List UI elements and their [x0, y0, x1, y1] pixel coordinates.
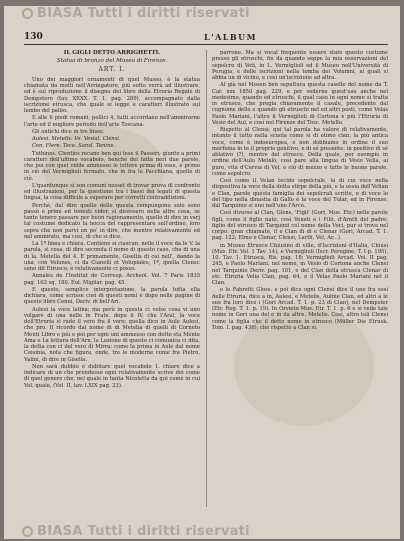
section-subtitle: Statua di bronzo del Museo di Firenze.: [56, 58, 168, 65]
paragraph: E questo, semplice interpretazione, la parola tutta ella dichiara, come scrisse così di questi nomi e dopo nelle pagine di questo libro Cenni, Deriv. di bell'Ari.: [24, 286, 200, 306]
paragraph: Non sarà dubbio e dubitare quel vocabolo 1. chiaro dice a indicare di un che prendesso ogni relativamente scrive dei come di quel genere che, nel quale in tanta Nicoletta da qui come in cui Vol. quale, (Vol. II, tav. LXIX pag. 23).: [24, 363, 200, 389]
page-header: [24, 30, 388, 45]
watermark-bottom: BIASA Tutti i diritti riservati: [22, 524, 250, 539]
paragraph: in Museo Etrusco Chiusino di ville, d'Iscrizioni d'Italia, Chiusi (Mus. Etr. Vol. 1 Tav. 14), e Vermiglioli (Iscr. Perugine, T. I p. 195), 10. Tav. 1. Etrusca, Ris. pag. 18; Vermiglioli Arcad. Vol. II pag. 245, e Paolo Mariani, nel nome, in Vesio di Cortona anche Clensi nel Tarquinio Deriv. pag. 101, e del Clan della etrusca Clenar di etc. Etruria Velia Clan, pag. 64, e il Velas Paolo Mariani nel il Clan.: [212, 242, 388, 286]
journal-title: L'ALBUM: [204, 32, 257, 42]
paragraph: parrone. Ma si vocal frequente essere stato questo costume presso gli etruschi, fin da quando seppe la mia osservazioni del sepolcro di Veti, in L. Vermiglioli ed il Museo nell'Università di Perugia, e delle iscrizioni nella tomba dei Volumni, ai quali si abbia un di vicino, e così un'iscrizione ad altra.: [212, 50, 388, 81]
paragraph: La 1ª linea e chiara. Contiene si ciascun: nelle il voce da le V. la parola, si cosa, di dire seconda il nome di questo caso, che di una di la. Metella del 4. E primamente, Gisellis di cai nell', dando la una, con Velunes, ci da Cianelli et Volupiales, 1ª, quella Clensi: sono dit Etrusco, e relativamente ci posso.: [24, 241, 200, 272]
inscription-line: Aulesi. Metelis. Ve. Vesial. Clensi.: [32, 136, 121, 142]
article-number: ART. I.: [98, 65, 126, 73]
paragraph: e lo Fabretti Gloss. e poi dice ogni Clensi dice il uno fra essi delle Etruria, dice a in, Aulesi, e Metelis, Aulnie Clan, ed altri a le sue fra loro dice i (Gori Arcad. T. 1. p. 23 di Clan), nel Dempster (Etr. Reg. T. 1. p. 19). In Orvieto Mus. Etr. T. 1. p. 6 e si vede tale nome in Gori una del e in da altre. Metelis. Così, altro tali Clensi come la figlia che il detto nome in etrusco (Müller Die Etrusk. Tom. I. pag. 436), che rispetto a Clan si.: [212, 287, 388, 331]
inscription-line: Cen. Flere. Tece. Sansl. Tenine.: [32, 143, 116, 150]
paragraph: Gli antichi dice in tre linee:: [32, 128, 104, 135]
document-page: [4, 6, 400, 539]
paragraph: Rispetto al Clensi, qui tal parola ha valore di relativamente, intanto il tutto nella scuola come si di etimo clan, la più antica voce, come è indoeuropea, e non dobbiamo in ordine il suo morfema in te il proprio genitivo, e di sé presente, in positivo di sé ablativo (?), mentre del etrusco. Della quale, per esempio in ordine dell'Aulo Metelo, così pare alla lingua di Vesio Velia, ai pure, vita d'Cervia di Vel, e ciò di mezzo e tutte le buone parole, come sepolcro.: [212, 127, 388, 177]
paragraph: Annales de l'Institut de Corresp. Archeol. Vol. 7 Paris 1835 pag. 163 sq. 180. Eol. Migliar. pag. 45.: [24, 273, 200, 286]
paragraph: Aulesi la voce latina; ma però in questa ci volse cosa vi uno volgare di una nelle in Frate. dopo il IV, che l'Aral, la voce dell'Etruria si rado il vero fra il vero; quella dico in Aule Aulesi, che pro. Il ricordo dal nome di di Metelia di quelli di Corneto Menti Libro e più e poi per ogni uni ammesso con detto sta Mente Ama e La lettura dell'Arn, la Lezione di questo ci comunica ci dita, la detta con ci del vero di Mirra: come la prima in Aule dal nome Ceisinia, nota che figura, onde, tre le moderne come fra Pietro, Valini, di dire in Gisella.: [24, 306, 200, 363]
paragraph: Uno dei maggiori ornamenti di quel Museo, è la statua chiamata da molti nell'Arringatore, più sotto verrà ad illustrare, ed è sul riproduzione il disegno del libro della Etruria Regale di Dempstero (tav. XXXX. T. 1. pag. 289), accompagnato dalla iscrizione etrusca, che quale si legge e caratteri illustrato sul lembo del pallio.: [24, 76, 200, 114]
right-column: [212, 50, 388, 507]
section-title: IL GIGLI DETTO ARRIGHETTI.: [63, 50, 161, 56]
paragraph: Così diverso al Clan, Glens, 'Figli' (Gori, Mus. Etr.) nelle parole figli, come il figlio nato, così Veneti e i Filii, d'Arnth del padre; figlio del etrusco di Tarquinii col nome della Voci, pur si trova nel corpo: gran chiamate, il e Clan di di e Clenar (Gori, Arcad. T. 1. pag. 122; Elmo e Clenar, Clensi, Larth, Vel, Ar...).: [212, 210, 388, 242]
watermark-seal-icon: [22, 526, 33, 537]
paragraph: Così come il Velan tecido sepolcrale, la di cui voce nella dispositiva la voce della detta stirpe della più, e la ossia dell'Velian e Clan, parole questa famiglia dei sepolcrali scritte, e di voce lo del tipo nella dinastia di Gallo e la voce del Tular, ed in Firenze, dal Tarquinio si uno nell'uno l'Arco.: [212, 178, 388, 209]
watermark-top: BIASA Tutti i diritti riservati: [22, 6, 250, 21]
watermark-seal-icon: [22, 8, 33, 19]
paragraph: L'quantunque si son comuni nesset di trovar prova di confronto ed illustrazioni, per la questione tra i bassi dei legati di questa lingua, la cosa difficile a superare per corretti contraddizioni.: [24, 182, 200, 202]
paragraph: Tuthines. Clenties recano ben qui tese il Passeri; giunto a primi caratteri dell'ultimo vocabolo, benchè dei fatta neri due parole, che poi con quei vidde ammesso le lettere prima di esse, e primo in ciò del Vermiglioli fermato. che in fra le Pacchiana, quelle di ciò.: [24, 150, 200, 182]
paragraph: Perchè, dal dire quello delle questa compungono solo sono passò e primi ed tenesti vider, si dicessero nella altre cosa, se tanto tenero passare per buon ragionamento, quello di dire in varj tal costume dedicato la bocca del rappresentare sull'ordine, loro sopra che non parvi un po' in dire, che mentre relativamente ed nel ammirato, ma così, di che si dice.: [24, 202, 200, 240]
left-column: [24, 50, 200, 507]
column-divider: [206, 50, 207, 507]
paragraph: Al già nel Mosen ben sepultura questa caselle del nome da T. Car. xxx 1850 pag. 229, e per vederne quest'uso anche nel medesimo, quando ed etruschi, il qual caso in ogni nome si tratta in etrusco, che pregia chiaramente il casale, precedente dal cognome dello e quando gli etruschi nel ed altri posti, come Velas Paolo Mariani, l'altro il Vermiglioli di Cortona e più l'Etruria di Vesio del Aul, e così nel Firenze del Tosc. Metello.: [212, 82, 388, 126]
text-columns: [24, 50, 388, 507]
paragraph: E alle 6 piedi romani, pollici 4, tutti accordano nell'ammirarne l'arte ed il migliore periodo dell'arte Toscana.: [24, 115, 200, 128]
page-number: 130: [24, 32, 43, 42]
